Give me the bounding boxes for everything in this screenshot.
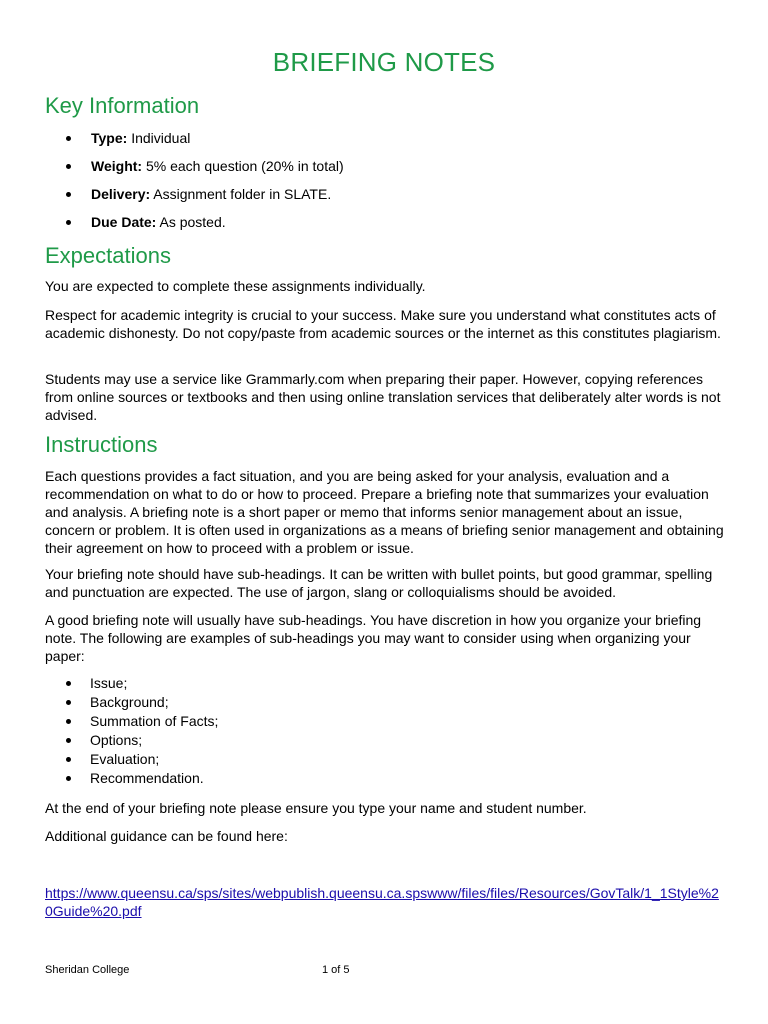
bullet-icon — [66, 136, 71, 141]
guidance-link[interactable]: https://www.queensu.ca/sps/sites/webpublish.queensu.ca.spswww/files/files/Resources/GovTalk/1_1Style%20Guide%20.pdf — [45, 885, 719, 919]
list-item-text: Background; — [90, 694, 169, 710]
instructions-paragraph-3: A good briefing note will usually have sub-headings. You have discretion in how you organize your briefing note. The following are examples of sub-headings you may want to consider using when organizing your paper: — [45, 612, 702, 664]
instructions-paragraph-4: At the end of your briefing note please ensure you type your name and student number. — [45, 800, 587, 816]
instructions-heading: Instructions — [45, 432, 158, 457]
list-item — [66, 693, 218, 712]
bullet-icon — [66, 738, 71, 743]
bullet-icon — [66, 192, 71, 197]
list-item-text: Recommendation. — [90, 770, 204, 786]
list-item — [66, 750, 218, 769]
expectations-paragraph-1: You are expected to complete these assignments individually. — [45, 278, 426, 294]
list-item — [66, 127, 344, 155]
page-title: BRIEFING NOTES — [272, 47, 496, 77]
bullet-icon — [66, 757, 71, 762]
list-item — [66, 674, 218, 693]
item-label: Weight: — [91, 158, 143, 174]
bullet-icon — [66, 164, 71, 169]
expectations-heading: Expectations — [45, 243, 171, 268]
list-item-text: Summation of Facts; — [90, 713, 219, 729]
key-information-heading: Key Information — [45, 93, 200, 118]
list-item-text: Evaluation; — [90, 751, 160, 767]
list-item — [66, 769, 218, 788]
footer-organization: Sheridan College — [45, 964, 130, 976]
expectations-paragraph-2: Respect for academic integrity is crucial to your success. Make sure you understand what constitutes acts of academic dishonesty. Do not copy/paste from academic sources or the internet as this constitutes plagiarism. — [45, 307, 721, 341]
instructions-paragraph-5: Additional guidance can be found here: — [45, 828, 288, 844]
instructions-paragraph-1: Each questions provides a fact situation, and you are being asked for your analysis, evaluation and a recommendation on what to do or how to proceed. Prepare a briefing note that summarizes your evaluation and analysis. A briefing note is a short paper or memo that informs senior management about an issue, concern or problem. It is often used in organizations as a means of briefing senior management and obtaining their agreement on how to proceed with a problem or issue. — [45, 468, 724, 556]
list-item-text: Issue; — [90, 675, 128, 691]
item-label: Delivery: — [91, 186, 151, 202]
list-item — [66, 183, 344, 211]
bullet-icon — [66, 681, 71, 686]
instructions-paragraph-2: Your briefing note should have sub-headings. It can be written with bullet points, but good grammar, spelling and punctuation are expected. The use of jargon, slang or colloquialisms should be avoided. — [45, 566, 713, 600]
subheadings-list — [66, 674, 218, 788]
key-information-list — [66, 127, 344, 239]
bullet-icon — [66, 776, 71, 781]
bullet-icon — [66, 700, 71, 705]
item-value: Assignment folder in SLATE. — [150, 186, 332, 202]
item-value: As posted. — [156, 214, 226, 230]
item-value: 5% each question (20% in total) — [142, 158, 344, 174]
list-item — [66, 712, 218, 731]
item-value: Individual — [127, 130, 191, 146]
expectations-paragraph-3: Students may use a service like Grammarly.com when preparing their paper. However, copying references from online sources or textbooks and then using online translation services that deliberately alter words is not advised. — [45, 371, 721, 423]
bullet-icon — [66, 719, 71, 724]
list-item — [66, 211, 344, 239]
bullet-icon — [66, 220, 71, 225]
page-number: 1 of 5 — [322, 964, 350, 976]
list-item-text: Options; — [90, 732, 143, 748]
item-label: Type: — [91, 130, 128, 146]
list-item — [66, 731, 218, 750]
item-label: Due Date: — [91, 214, 157, 230]
list-item — [66, 155, 344, 183]
